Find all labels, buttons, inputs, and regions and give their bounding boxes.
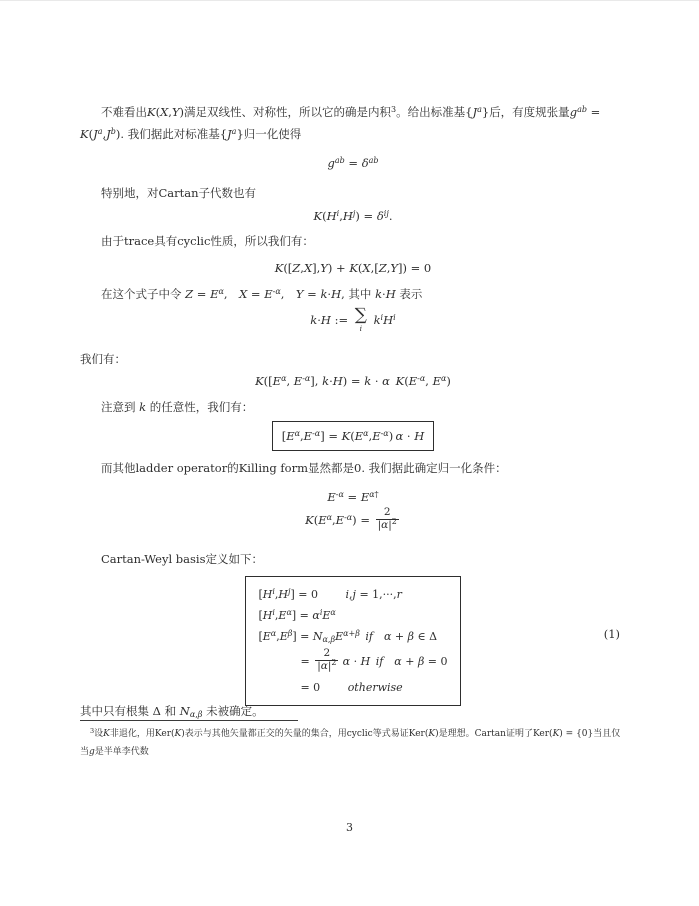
- paragraph-we-have: 我们有：: [80, 352, 126, 366]
- cartan-weyl-row: = $\frac{2}{|\alpha|^2}$ α · H if α + β = 0: [258, 646, 448, 672]
- paragraph-substitution: 在这个式子中令 $Z = E^\alpha$, $X = E^{-\alpha}$, Y = k·H, 其中 k·H 表示: [101, 287, 423, 301]
- paragraph-cartan-weyl-intro: Cartan-Weyl basis定义如下：: [101, 552, 264, 566]
- paragraph-intro-line1: 不难看出K(X,Y)满足双线性、对称性，所以它的确是内积$^3$。给出标准基$\{J^a\}$后，有度规张量$g^{ab}$ =: [101, 105, 601, 119]
- cartan-weyl-box-row: [80, 576, 626, 706]
- page-number: 3: [346, 821, 353, 834]
- paragraph-cartan-subalgebra: 特别地，对Cartan子代数也有: [101, 186, 257, 200]
- equation-dagger: $E^{-\alpha} = E^{\alpha\dagger}$: [327, 490, 379, 504]
- paragraph-intro-line2: $K(J^a,J^b)$. 我们据此对标准基$\{J^a\}$归一化使得: [80, 127, 302, 141]
- cartan-weyl-row: $[E^\alpha,E^\beta] = N_{\alpha,\beta}E^{\alpha+\beta}$ if α + β ∈ Δ: [258, 629, 438, 644]
- footnote-rule: [80, 720, 298, 721]
- equation-k-dot-H: k·H := ∑ i $k^iH^i$: [310, 305, 396, 333]
- cartan-weyl-row: $[H^i,H^j] = 0$ i,j = 1,···,r: [258, 587, 402, 601]
- paragraph-cyclic-trace: 由于trace具有cyclic性质，所以我们有：: [101, 234, 314, 248]
- cartan-weyl-box: [245, 576, 460, 706]
- footnote: $^3$设K非退化，用Ker(K)表示与其他矢量都正交的矢量的集合，用cyclic等式易证Ker(K)是理想。Cartan证明了Ker(K) = {0}当且仅当g是半单李代数: [80, 726, 621, 757]
- equation-metric: $g^{ab} = \delta^{ab}$: [327, 156, 379, 170]
- equation-boxed-commutator-row: [80, 421, 626, 451]
- paragraph-normalization-note: 而其他ladder operator的Killing form显然都是0. 我们据此确定归一化条件：: [101, 461, 507, 475]
- equation-number: (1): [603, 627, 620, 641]
- equation-cartan-killing: $K(H^i,H^j) = \delta^{ij}$.: [313, 209, 393, 223]
- cartan-weyl-row: = 0 otherwise: [258, 681, 403, 694]
- equation-normalization: $K(E^\alpha,E^{-\alpha})$ = $\frac{2}{|\alpha|^2}$: [305, 506, 397, 531]
- paragraph-undetermined: 其中只有根集 Δ 和 $N_{\alpha,\beta}$ 未被确定。: [80, 704, 264, 719]
- cartan-weyl-row: $[H^i,E^\alpha] = \alpha^iE^\alpha$: [258, 608, 336, 622]
- boxed-commutator-equation: $[E^\alpha,E^{-\alpha}] = K(E^\alpha,E^{-\alpha}) \alpha \cdot H$: [272, 421, 435, 451]
- paragraph-arbitrary-k: 注意到 k 的任意性，我们有：: [101, 400, 254, 414]
- equation-cyclic-identity: K([Z,X],Y) + K(X,[Z,Y]) = 0: [274, 261, 432, 275]
- equation-killing-ladder: $K([E^\alpha$, $E^{-\alpha}$], k·H) = k · α $K(E^{-\alpha}$, $E^\alpha$): [255, 374, 451, 388]
